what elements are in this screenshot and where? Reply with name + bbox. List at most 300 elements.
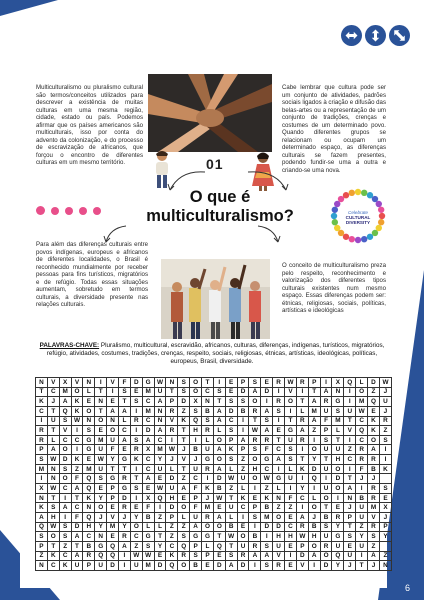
grid-cell[interactable]: O xyxy=(213,455,225,465)
grid-cell[interactable]: Y xyxy=(95,522,107,532)
arrows-up-down-icon[interactable] xyxy=(365,25,386,46)
grid-cell[interactable]: W xyxy=(249,426,261,436)
grid-cell[interactable]: T xyxy=(344,474,356,484)
grid-cell[interactable]: E xyxy=(154,551,166,561)
grid-cell[interactable]: K xyxy=(59,561,71,571)
grid-cell[interactable]: S xyxy=(178,378,190,388)
grid-cell[interactable]: S xyxy=(249,378,261,388)
grid-cell[interactable]: K xyxy=(36,503,48,513)
grid-cell[interactable]: Q xyxy=(178,541,190,551)
grid-cell[interactable]: F xyxy=(190,503,202,513)
grid-cell[interactable]: E xyxy=(225,387,237,397)
grid-cell[interactable]: U xyxy=(356,541,368,551)
grid-cell[interactable]: U xyxy=(356,512,368,522)
grid-cell[interactable]: M xyxy=(154,445,166,455)
grid-cell[interactable]: U xyxy=(47,416,59,426)
grid-cell[interactable]: P xyxy=(166,512,178,522)
grid-cell[interactable]: O xyxy=(356,387,368,397)
grid-cell[interactable]: I xyxy=(36,474,48,484)
grid-cell[interactable]: Q xyxy=(344,378,356,388)
grid-cell[interactable]: W xyxy=(356,406,368,416)
grid-cell[interactable]: W xyxy=(261,474,273,484)
grid-cell[interactable]: O xyxy=(202,522,214,532)
grid-cell[interactable]: P xyxy=(36,445,48,455)
grid-cell[interactable]: E xyxy=(130,387,142,397)
grid-cell[interactable]: R xyxy=(368,484,380,494)
grid-cell[interactable]: D xyxy=(178,397,190,407)
grid-cell[interactable]: E xyxy=(107,503,119,513)
grid-cell[interactable]: D xyxy=(119,493,131,503)
grid-cell[interactable]: I xyxy=(285,484,297,494)
grid-cell[interactable]: N xyxy=(154,416,166,426)
grid-cell[interactable]: J xyxy=(344,503,356,513)
grid-cell[interactable]: I xyxy=(237,426,249,436)
grid-cell[interactable]: L xyxy=(83,387,95,397)
grid-cell[interactable]: B xyxy=(225,522,237,532)
grid-cell[interactable]: U xyxy=(273,541,285,551)
grid-cell[interactable]: I xyxy=(261,532,273,542)
grid-cell[interactable]: Q xyxy=(83,484,95,494)
grid-cell[interactable]: N xyxy=(344,493,356,503)
grid-cell[interactable]: T xyxy=(154,532,166,542)
grid-cell[interactable]: E xyxy=(178,493,190,503)
grid-cell[interactable]: R xyxy=(36,435,48,445)
grid-cell[interactable]: P xyxy=(320,426,332,436)
grid-cell[interactable]: D xyxy=(261,387,273,397)
grid-cell[interactable]: O xyxy=(320,551,332,561)
grid-cell[interactable]: O xyxy=(213,522,225,532)
grid-cell[interactable]: N xyxy=(83,416,95,426)
grid-cell[interactable]: I xyxy=(285,551,297,561)
grid-cell[interactable]: A xyxy=(107,406,119,416)
grid-cell[interactable]: I xyxy=(59,512,71,522)
grid-cell[interactable]: L xyxy=(332,426,344,436)
grid-cell[interactable]: I xyxy=(130,464,142,474)
grid-cell[interactable]: T xyxy=(95,387,107,397)
grid-cell[interactable]: P xyxy=(107,493,119,503)
grid-cell[interactable]: E xyxy=(285,512,297,522)
grid-cell[interactable]: E xyxy=(368,406,380,416)
grid-cell[interactable]: B xyxy=(190,561,202,571)
grid-cell[interactable]: U xyxy=(320,406,332,416)
grid-cell[interactable]: I xyxy=(332,493,344,503)
grid-cell[interactable]: N xyxy=(83,503,95,513)
grid-cell[interactable] xyxy=(379,541,391,551)
grid-cell[interactable]: O xyxy=(178,561,190,571)
grid-cell[interactable]: O xyxy=(95,416,107,426)
grid-cell[interactable]: J xyxy=(379,406,391,416)
grid-cell[interactable]: B xyxy=(190,445,202,455)
grid-cell[interactable]: O xyxy=(95,503,107,513)
grid-cell[interactable]: X xyxy=(379,503,391,513)
grid-cell[interactable]: I xyxy=(95,378,107,388)
grid-cell[interactable]: K xyxy=(36,397,48,407)
grid-cell[interactable]: T xyxy=(296,397,308,407)
grid-cell[interactable]: S xyxy=(225,397,237,407)
grid-cell[interactable]: A xyxy=(237,435,249,445)
grid-cell[interactable]: E xyxy=(83,397,95,407)
grid-cell[interactable]: R xyxy=(202,512,214,522)
grid-cell[interactable]: G xyxy=(202,455,214,465)
grid-cell[interactable]: U xyxy=(225,503,237,513)
grid-cell[interactable]: B xyxy=(249,532,261,542)
grid-cell[interactable]: E xyxy=(285,541,297,551)
grid-cell[interactable]: R xyxy=(368,493,380,503)
grid-cell[interactable]: U xyxy=(130,561,142,571)
grid-cell[interactable]: U xyxy=(95,464,107,474)
grid-cell[interactable]: T xyxy=(225,541,237,551)
grid-cell[interactable]: A xyxy=(213,406,225,416)
grid-cell[interactable]: N xyxy=(166,378,178,388)
grid-cell[interactable]: A xyxy=(178,484,190,494)
grid-cell[interactable]: S xyxy=(261,561,273,571)
grid-cell[interactable]: A xyxy=(47,445,59,455)
grid-cell[interactable]: D xyxy=(261,522,273,532)
grid-cell[interactable]: K xyxy=(47,551,59,561)
grid-cell[interactable]: E xyxy=(225,378,237,388)
grid-cell[interactable]: P xyxy=(202,551,214,561)
grid-cell[interactable]: Y xyxy=(356,532,368,542)
grid-cell[interactable]: S xyxy=(59,416,71,426)
grid-cell[interactable]: Z xyxy=(356,522,368,532)
grid-cell[interactable]: P xyxy=(379,522,391,532)
grid-cell[interactable]: E xyxy=(142,484,154,494)
grid-cell[interactable]: U xyxy=(320,484,332,494)
grid-cell[interactable]: Y xyxy=(107,455,119,465)
grid-cell[interactable]: Z xyxy=(261,484,273,494)
grid-cell[interactable]: H xyxy=(83,522,95,532)
grid-cell[interactable]: R xyxy=(166,426,178,436)
grid-cell[interactable]: S xyxy=(285,455,297,465)
grid-cell[interactable]: T xyxy=(273,435,285,445)
grid-cell[interactable]: K xyxy=(83,493,95,503)
grid-cell[interactable]: L xyxy=(47,435,59,445)
grid-cell[interactable]: D xyxy=(308,464,320,474)
grid-cell[interactable]: S xyxy=(332,406,344,416)
grid-cell[interactable]: R xyxy=(202,464,214,474)
grid-cell[interactable]: I xyxy=(296,387,308,397)
grid-cell[interactable]: I xyxy=(130,406,142,416)
grid-cell[interactable]: S xyxy=(83,426,95,436)
arrows-left-right-icon[interactable] xyxy=(341,25,362,46)
grid-cell[interactable]: G xyxy=(83,445,95,455)
grid-cell[interactable]: A xyxy=(344,484,356,494)
grid-cell[interactable]: P xyxy=(190,493,202,503)
grid-cell[interactable]: E xyxy=(379,493,391,503)
grid-cell[interactable]: U xyxy=(320,445,332,455)
grid-cell[interactable]: C xyxy=(47,387,59,397)
grid-cell[interactable]: J xyxy=(379,387,391,397)
grid-cell[interactable]: I xyxy=(71,426,83,436)
grid-cell[interactable]: N xyxy=(107,416,119,426)
grid-cell[interactable]: A xyxy=(296,512,308,522)
grid-cell[interactable]: O xyxy=(308,503,320,513)
grid-cell[interactable]: T xyxy=(296,455,308,465)
grid-cell[interactable]: A xyxy=(320,387,332,397)
grid-cell[interactable]: W xyxy=(47,455,59,465)
grid-cell[interactable]: A xyxy=(59,397,71,407)
grid-cell[interactable]: B xyxy=(320,512,332,522)
grid-cell[interactable]: T xyxy=(202,378,214,388)
grid-cell[interactable]: O xyxy=(107,426,119,436)
grid-cell[interactable]: I xyxy=(296,445,308,455)
grid-cell[interactable]: T xyxy=(166,387,178,397)
grid-cell[interactable]: U xyxy=(356,503,368,513)
grid-cell[interactable]: D xyxy=(273,522,285,532)
grid-cell[interactable]: M xyxy=(95,435,107,445)
grid-cell[interactable]: R xyxy=(273,561,285,571)
grid-cell[interactable]: O xyxy=(59,445,71,455)
grid-cell[interactable]: Z xyxy=(130,541,142,551)
grid-cell[interactable]: D xyxy=(71,522,83,532)
grid-cell[interactable]: S xyxy=(225,551,237,561)
grid-cell[interactable]: J xyxy=(368,561,380,571)
grid-cell[interactable]: Z xyxy=(379,551,391,561)
grid-cell[interactable]: S xyxy=(190,406,202,416)
grid-cell[interactable]: R xyxy=(296,378,308,388)
grid-cell[interactable]: E xyxy=(213,503,225,513)
grid-cell[interactable]: J xyxy=(47,397,59,407)
grid-cell[interactable]: Y xyxy=(130,512,142,522)
grid-cell[interactable]: I xyxy=(237,416,249,426)
grid-cell[interactable]: O xyxy=(332,484,344,494)
grid-cell[interactable]: T xyxy=(320,455,332,465)
grid-cell[interactable]: A xyxy=(71,484,83,494)
grid-cell[interactable]: E xyxy=(237,522,249,532)
grid-cell[interactable]: F xyxy=(142,503,154,513)
grid-cell[interactable]: I xyxy=(202,474,214,484)
grid-cell[interactable]: U xyxy=(95,445,107,455)
grid-cell[interactable]: A xyxy=(119,541,131,551)
grid-cell[interactable]: N xyxy=(83,378,95,388)
grid-cell[interactable]: L xyxy=(308,493,320,503)
grid-cell[interactable]: G xyxy=(119,484,131,494)
grid-cell[interactable]: I xyxy=(249,484,261,494)
grid-cell[interactable]: R xyxy=(320,541,332,551)
grid-cell[interactable]: K xyxy=(71,406,83,416)
grid-cell[interactable]: Q xyxy=(59,406,71,416)
grid-cell[interactable]: I xyxy=(119,561,131,571)
grid-cell[interactable]: R xyxy=(36,426,48,436)
grid-cell[interactable]: O xyxy=(130,522,142,532)
grid-cell[interactable]: M xyxy=(368,503,380,513)
grid-cell[interactable]: T xyxy=(71,493,83,503)
grid-cell[interactable]: O xyxy=(249,397,261,407)
grid-cell[interactable]: I xyxy=(344,464,356,474)
grid-cell[interactable]: E xyxy=(83,455,95,465)
grid-cell[interactable]: Z xyxy=(237,464,249,474)
grid-cell[interactable]: M xyxy=(332,416,344,426)
grid-cell[interactable]: I xyxy=(59,493,71,503)
grid-cell[interactable]: C xyxy=(273,445,285,455)
grid-cell[interactable]: Z xyxy=(154,512,166,522)
grid-cell[interactable]: A xyxy=(225,561,237,571)
grid-cell[interactable]: T xyxy=(95,406,107,416)
grid-cell[interactable]: T xyxy=(213,397,225,407)
grid-cell[interactable]: R xyxy=(130,416,142,426)
grid-cell[interactable]: E xyxy=(130,503,142,513)
grid-cell[interactable]: C xyxy=(356,416,368,426)
grid-cell[interactable]: V xyxy=(273,551,285,561)
grid-cell[interactable]: C xyxy=(119,426,131,436)
grid-cell[interactable]: M xyxy=(142,561,154,571)
grid-cell[interactable]: Z xyxy=(273,503,285,513)
grid-cell[interactable]: S xyxy=(379,484,391,494)
grid-cell[interactable]: Z xyxy=(178,406,190,416)
grid-cell[interactable]: Y xyxy=(119,522,131,532)
grid-cell[interactable]: T xyxy=(249,416,261,426)
grid-cell[interactable]: T xyxy=(213,532,225,542)
grid-cell[interactable]: P xyxy=(225,435,237,445)
grid-cell[interactable]: I xyxy=(166,435,178,445)
grid-cell[interactable]: R xyxy=(83,551,95,561)
grid-cell[interactable]: Q xyxy=(107,551,119,561)
grid-cell[interactable]: O xyxy=(213,435,225,445)
grid-cell[interactable]: U xyxy=(237,541,249,551)
grid-cell[interactable]: N xyxy=(36,493,48,503)
grid-cell[interactable]: F xyxy=(71,474,83,484)
grid-cell[interactable]: C xyxy=(47,561,59,571)
grid-cell[interactable]: T xyxy=(47,541,59,551)
grid-cell[interactable]: C xyxy=(285,522,297,532)
grid-cell[interactable]: N xyxy=(36,561,48,571)
grid-cell[interactable]: I xyxy=(237,512,249,522)
grid-cell[interactable]: S xyxy=(178,532,190,542)
grid-cell[interactable]: J xyxy=(356,474,368,484)
grid-cell[interactable]: E xyxy=(285,561,297,571)
grid-cell[interactable]: C xyxy=(237,503,249,513)
grid-cell[interactable]: Z xyxy=(237,455,249,465)
grid-cell[interactable]: L xyxy=(356,378,368,388)
grid-cell[interactable]: F xyxy=(119,378,131,388)
grid-cell[interactable]: A xyxy=(154,426,166,436)
grid-cell[interactable]: R xyxy=(166,406,178,416)
grid-cell[interactable]: P xyxy=(166,397,178,407)
grid-cell[interactable]: A xyxy=(273,455,285,465)
grid-cell[interactable]: I xyxy=(190,435,202,445)
grid-cell[interactable]: X xyxy=(332,378,344,388)
grid-cell[interactable]: I xyxy=(308,561,320,571)
grid-cell[interactable]: R xyxy=(249,541,261,551)
grid-cell[interactable]: M xyxy=(356,397,368,407)
grid-cell[interactable]: J xyxy=(368,474,380,484)
grid-cell[interactable]: P xyxy=(237,445,249,455)
grid-cell[interactable]: H xyxy=(190,426,202,436)
grid-cell[interactable]: Y xyxy=(332,522,344,532)
grid-cell[interactable]: L xyxy=(285,464,297,474)
grid-cell[interactable]: D xyxy=(107,561,119,571)
grid-cell[interactable]: W xyxy=(296,532,308,542)
grid-cell[interactable]: P xyxy=(83,561,95,571)
grid-cell[interactable]: I xyxy=(249,522,261,532)
grid-cell[interactable]: E xyxy=(154,474,166,484)
grid-cell[interactable]: K xyxy=(225,445,237,455)
grid-cell[interactable]: R xyxy=(202,426,214,436)
grid-cell[interactable]: S xyxy=(130,484,142,494)
grid-cell[interactable]: L xyxy=(142,522,154,532)
grid-cell[interactable]: J xyxy=(178,445,190,455)
grid-cell[interactable]: S xyxy=(320,522,332,532)
grid-cell[interactable]: D xyxy=(166,474,178,484)
grid-cell[interactable]: A xyxy=(213,445,225,455)
grid-cell[interactable]: Z xyxy=(36,551,48,561)
grid-cell[interactable]: B xyxy=(202,406,214,416)
grid-cell[interactable]: W xyxy=(47,522,59,532)
grid-cell[interactable]: Q xyxy=(107,541,119,551)
grid-cell[interactable]: C xyxy=(202,387,214,397)
grid-cell[interactable]: V xyxy=(296,561,308,571)
grid-cell[interactable]: B xyxy=(142,512,154,522)
grid-cell[interactable]: I xyxy=(119,551,131,561)
grid-cell[interactable]: I xyxy=(285,406,297,416)
grid-cell[interactable]: O xyxy=(71,387,83,397)
grid-cell[interactable]: G xyxy=(83,435,95,445)
grid-cell[interactable]: T xyxy=(119,464,131,474)
grid-cell[interactable]: F xyxy=(107,445,119,455)
grid-cell[interactable]: W xyxy=(130,551,142,561)
grid-cell[interactable]: D xyxy=(237,561,249,571)
grid-cell[interactable]: S xyxy=(225,426,237,436)
grid-cell[interactable]: R xyxy=(178,551,190,561)
grid-cell[interactable]: O xyxy=(190,387,202,397)
grid-cell[interactable]: B xyxy=(237,406,249,416)
grid-cell[interactable]: V xyxy=(59,426,71,436)
grid-cell[interactable]: Y xyxy=(332,561,344,571)
grid-cell[interactable]: Z xyxy=(166,532,178,542)
grid-cell[interactable]: P xyxy=(344,512,356,522)
grid-cell[interactable]: I xyxy=(320,378,332,388)
grid-cell[interactable]: K xyxy=(261,493,273,503)
grid-cell[interactable]: A xyxy=(142,435,154,445)
grid-cell[interactable]: N xyxy=(95,397,107,407)
grid-cell[interactable]: R xyxy=(379,416,391,426)
grid-cell[interactable]: U xyxy=(344,551,356,561)
grid-cell[interactable]: S xyxy=(47,503,59,513)
grid-cell[interactable]: G xyxy=(261,455,273,465)
grid-cell[interactable]: C xyxy=(142,464,154,474)
grid-cell[interactable]: E xyxy=(213,551,225,561)
grid-cell[interactable]: A xyxy=(261,551,273,561)
grid-cell[interactable]: K xyxy=(71,455,83,465)
grid-cell[interactable]: T xyxy=(320,503,332,513)
grid-cell[interactable]: Q xyxy=(356,426,368,436)
grid-cell[interactable]: I xyxy=(213,378,225,388)
grid-cell[interactable]: T xyxy=(178,426,190,436)
grid-cell[interactable]: M xyxy=(202,503,214,513)
grid-cell[interactable]: S xyxy=(59,522,71,532)
grid-cell[interactable]: J xyxy=(308,512,320,522)
grid-cell[interactable]: U xyxy=(285,435,297,445)
grid-cell[interactable]: Z xyxy=(225,484,237,494)
grid-cell[interactable]: A xyxy=(36,512,48,522)
grid-cell[interactable]: V xyxy=(178,455,190,465)
grid-cell[interactable]: C xyxy=(296,493,308,503)
grid-cell[interactable]: D xyxy=(237,387,249,397)
grid-cell[interactable]: J xyxy=(379,512,391,522)
grid-cell[interactable]: S xyxy=(261,416,273,426)
grid-cell[interactable]: B xyxy=(368,464,380,474)
grid-cell[interactable]: U xyxy=(190,464,202,474)
grid-cell[interactable]: O xyxy=(320,493,332,503)
grid-cell[interactable]: U xyxy=(344,406,356,416)
grid-cell[interactable]: S xyxy=(213,387,225,397)
grid-cell[interactable]: O xyxy=(285,397,297,407)
grid-cell[interactable]: E xyxy=(249,493,261,503)
grid-cell[interactable]: B xyxy=(213,484,225,494)
grid-cell[interactable]: B xyxy=(308,522,320,532)
grid-cell[interactable]: L xyxy=(166,464,178,474)
grid-cell[interactable]: J xyxy=(166,455,178,465)
